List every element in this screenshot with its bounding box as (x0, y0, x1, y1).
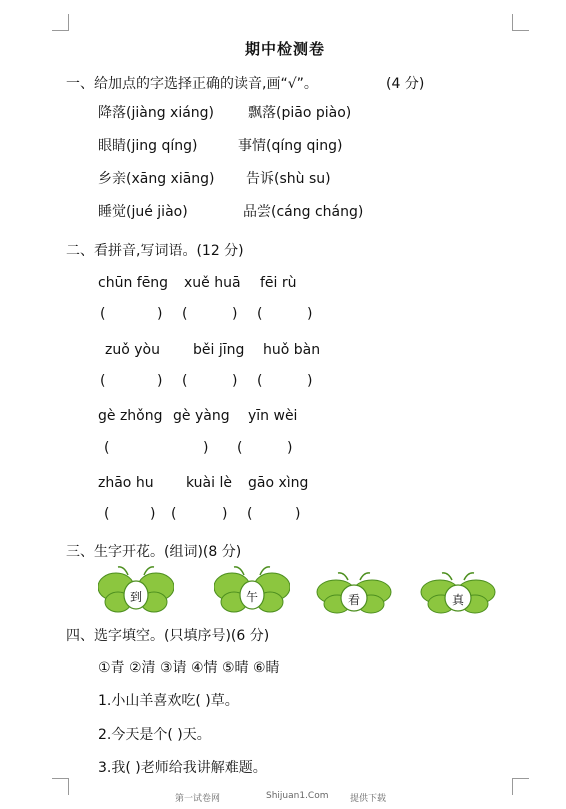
s1-row3-b: 告诉(shù su) (246, 171, 331, 187)
question-2: 2.今天是个( )天。 (98, 727, 211, 743)
answer-paren-close: ) (203, 440, 209, 456)
pinyin-yin-wei: yīn wèi (248, 408, 298, 424)
section1-heading: 一、给加点的字选择正确的读音,画“√”。 (66, 76, 318, 92)
flower-char-zhen: 真 (452, 593, 465, 607)
flower-char-kan: 看 (348, 593, 361, 607)
butterfly-flower (420, 570, 496, 616)
answer-paren-open: ( (237, 440, 243, 456)
crop-mark-bottom-left (52, 778, 69, 795)
pinyin-zuo-you: zuǒ yòu (105, 342, 160, 358)
footer-site-name: 第一试卷网 (175, 794, 221, 804)
answer-paren-close: ) (232, 373, 238, 389)
answer-paren-open: ( (257, 373, 263, 389)
pinyin-gao-xing: gāo xìng (248, 475, 309, 491)
section2-heading: 二、看拼音,写词语。(12 分) (66, 243, 244, 259)
question-3: 3.我( )老师给我讲解难题。 (98, 760, 267, 776)
question-1: 1.小山羊喜欢吃( )草。 (98, 693, 239, 709)
crop-mark-top-right (512, 14, 529, 31)
pinyin-kuai-le: kuài lè (186, 475, 232, 491)
pinyin-ge-zhong: gè zhǒng (98, 408, 163, 424)
pinyin-zhao-hu: zhāo hu (98, 475, 154, 491)
answer-paren-close: ) (295, 506, 301, 522)
answer-paren-close: ) (157, 373, 163, 389)
answer-paren-open: ( (104, 506, 110, 522)
answer-paren-close: ) (222, 506, 228, 522)
pinyin-chun-feng: chūn fēng (98, 275, 169, 291)
answer-paren-close: ) (307, 373, 313, 389)
answer-paren-open: ( (182, 306, 188, 322)
s1-row2-a: 眼睛(jing qíng) (98, 138, 198, 154)
footer-site-url: Shijuan1.Com (266, 791, 329, 801)
answer-paren-open: ( (100, 306, 106, 322)
flower-char-dao: 到 (130, 590, 143, 604)
butterfly-flower (316, 570, 392, 616)
choice-options: ①青 ②清 ③请 ④情 ⑤晴 ⑥睛 (98, 660, 280, 676)
section1-score: (4 分) (386, 76, 425, 92)
answer-paren-open: ( (247, 506, 253, 522)
pinyin-huo-ban: huǒ bàn (263, 342, 321, 358)
answer-paren-close: ) (287, 440, 293, 456)
page-title: 期中检测卷 (245, 40, 326, 58)
s1-row1-b: 飘落(piāo piào) (248, 105, 352, 121)
section4-heading: 四、选字填空。(只填序号)(6 分) (66, 628, 270, 644)
pinyin-fei-ru: fēi rù (260, 275, 297, 291)
answer-paren-open: ( (182, 373, 188, 389)
butterfly-flower (98, 563, 174, 615)
s1-row4-b: 品尝(cáng cháng) (243, 204, 364, 220)
butterfly-flower (214, 563, 290, 615)
answer-paren-open: ( (171, 506, 177, 522)
answer-paren-close: ) (307, 306, 313, 322)
answer-paren-close: ) (157, 306, 163, 322)
footer-download-note: 提供下载 (350, 794, 387, 804)
pinyin-xue-hua: xuě huā (184, 275, 241, 291)
answer-paren-open: ( (104, 440, 110, 456)
answer-paren-open: ( (257, 306, 263, 322)
flower-char-wu: 午 (246, 590, 259, 604)
answer-paren-close: ) (232, 306, 238, 322)
s1-row4-a: 睡觉(jué jiào) (98, 204, 188, 220)
s1-row1-a: 降落(jiàng xiáng) (98, 105, 215, 121)
pinyin-ge-yang: gè yàng (173, 408, 230, 424)
pinyin-bei-jing: běi jīng (193, 342, 245, 358)
s1-row2-b: 事情(qíng qing) (238, 138, 343, 154)
crop-mark-top-left (52, 14, 69, 31)
s1-row3-a: 乡亲(xāng xiāng) (98, 171, 215, 187)
answer-paren-open: ( (100, 373, 106, 389)
crop-mark-bottom-right (512, 778, 529, 795)
section3-heading: 三、生字开花。(组词)(8 分) (66, 544, 242, 560)
answer-paren-close: ) (150, 506, 156, 522)
